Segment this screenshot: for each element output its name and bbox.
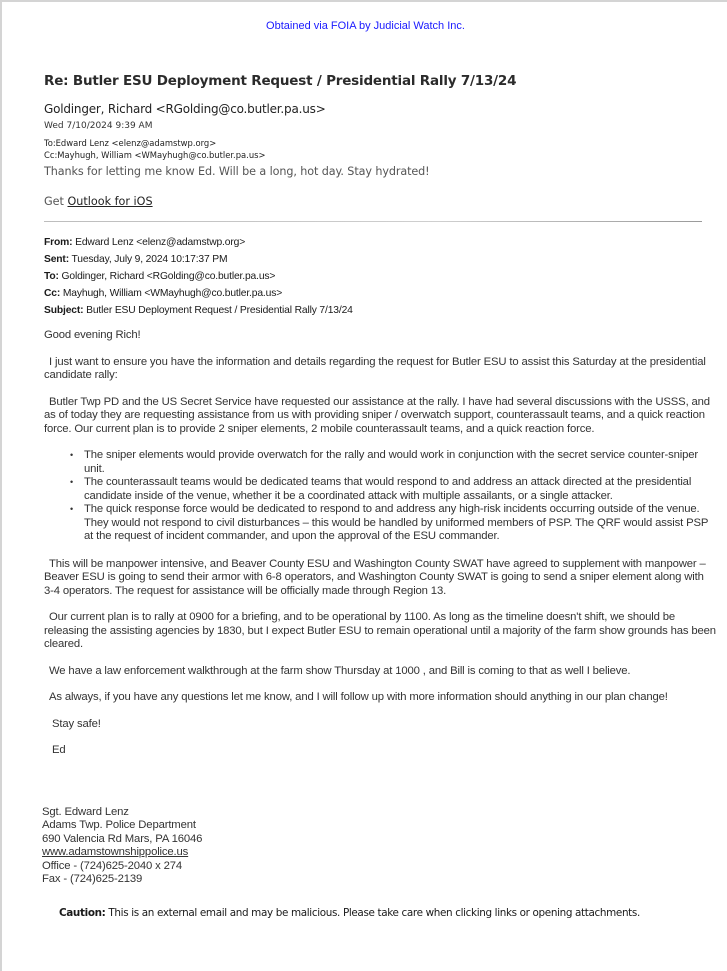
signature-website-link[interactable]: www.adamstownshippolice.us: [42, 846, 189, 859]
signature-fax: Fax - (724)625-2139: [42, 873, 143, 886]
fwd-subject-label: Subject:: [44, 305, 84, 316]
bullet-icon: •: [70, 477, 74, 487]
fwd-to-row: [44, 268, 353, 285]
reply-sender: Goldinger, Richard <RGolding@co.butler.pa.us>: [44, 102, 326, 116]
list-item: [70, 503, 716, 544]
message-body: [44, 329, 716, 771]
fwd-from-value: Edward Lenz <elenz@adamstwp.org>: [72, 237, 246, 248]
list-item: [70, 476, 716, 503]
paragraph-walkthrough: We have a law enforcement walkthrough at the farm show Thursday at 1000 , and Bill is coming to that as well I believe.: [49, 664, 631, 677]
reply-divider: [44, 221, 702, 222]
caution-label: Caution:: [59, 907, 106, 919]
list-item: [70, 449, 716, 476]
reply-to: To:Edward Lenz <elenz@adamstwp.org>: [44, 138, 217, 148]
fwd-sent-label: Sent:: [44, 254, 69, 265]
bullet-text: The sniper elements would provide overwatch for the rally and would work in conjunction with the secret service counter-sniper unit.: [84, 449, 699, 475]
bullet-icon: •: [70, 504, 74, 514]
reply-cc: Cc:Mayhugh, William <WMayhugh@co.butler.pa.us>: [44, 150, 266, 160]
greeting: Good evening Rich!: [44, 329, 141, 341]
paragraph-timeline: Our current plan is to rally at 0900 for a briefing, and to be operational by 1100. As long as the timeline doesn't shift, we should be releasing the assisting agencies by 1830, but I expect Butler ESU to remain operational until a majority of the farm show grounds has been cleared.: [44, 611, 716, 650]
paragraph-request: Butler Twp PD and the US Secret Service have requested our assistance at the rally. I have had several discussions with the USSS, and as of today they are requesting assistance from us with providing sniper / overwatch support, counterassault teams, and a quick reaction force. Our current plan is to provide 2 sniper elements, 2 mobile counterassault teams, and a quick reaction force.: [44, 395, 710, 435]
caution-banner: [59, 907, 640, 919]
outlook-ios-link[interactable]: Outlook for iOS: [67, 195, 153, 208]
get-outlook-prefix: Get: [44, 195, 68, 208]
fwd-subject-row: [44, 302, 353, 319]
fwd-sent-row: [44, 251, 353, 268]
forwarded-header: [44, 234, 353, 319]
fwd-subject-value: Butler ESU Deployment Request / Presidential Rally 7/13/24: [83, 305, 353, 316]
caution-text: This is an external email and may be malicious. Please take care when clicking links or opening attachments.: [105, 907, 640, 919]
fwd-cc-row: [44, 285, 353, 302]
fwd-sent-value: Tuesday, July 9, 2024 10:17:37 PM: [69, 254, 228, 265]
paragraph-followup: As always, if you have any questions let me know, and I will follow up with more information should anything in our plan change!: [49, 691, 668, 703]
email-signature: [42, 806, 202, 886]
paragraph-intro: I just want to ensure you have the information and details regarding the request for Butler ESU to assist this Saturday at the presidential candidate rally:: [44, 355, 706, 381]
fwd-from-row: [44, 234, 353, 251]
bullet-list: [44, 449, 716, 544]
email-subject-title: Re: Butler ESU Deployment Request / Presidential Rally 7/13/24: [44, 73, 517, 89]
signature-name: Sgt. Edward Lenz: [42, 806, 129, 818]
reply-body: Thanks for letting me know Ed. Will be a long, hot day. Stay hydrated!: [44, 165, 430, 178]
fwd-to-label: To:: [44, 271, 59, 282]
bullet-text: The quick response force would be dedicated to respond to and address any high-risk incidents occurring outside of the venue. They would not respond to civil disturbances – this would be handled by uniformed members of PSP. The QRF would assist PSP at the request of incident commander, and upon the approval of the ESU commander.: [84, 503, 709, 542]
bullet-icon: •: [70, 450, 74, 460]
reply-email: [44, 72, 704, 210]
signature-office-phone: Office - (724)625-2040 x 274: [42, 859, 183, 872]
bullet-text: The counterassault teams would be dedicated teams that would respond to and address an attack directed at the presidential candidate inside of the venue, whether it be a coordinated attack with multiple assailants, or a single attacker.: [84, 476, 692, 502]
paragraph-manpower: This will be manpower intensive, and Beaver County ESU and Washington County SWAT have agreed to supplement with manpower – Beaver ESU is going to send their armor with 6-8 operators, and Washington County SWAT is going to send a sniper element along with 3-4 operators. The request for assistance will be officially made through Region 13.: [44, 557, 706, 597]
get-outlook-line: [44, 194, 704, 210]
fwd-cc-value: Mayhugh, William <WMayhugh@co.butler.pa.us>: [60, 288, 283, 299]
signature-address: 690 Valencia Rd Mars, PA 16046: [42, 832, 203, 845]
signature-department: Adams Twp. Police Department: [42, 819, 196, 832]
sender-short-name: Ed: [52, 744, 66, 756]
closing: Stay safe!: [52, 717, 101, 730]
foia-watermark: Obtained via FOIA by Judicial Watch Inc.: [266, 20, 465, 32]
fwd-from-label: From:: [44, 237, 73, 248]
fwd-cc-label: Cc:: [44, 288, 61, 299]
reply-date: Wed 7/10/2024 9:39 AM: [44, 121, 153, 131]
fwd-to-value: Goldinger, Richard <RGolding@co.butler.pa.us>: [58, 271, 276, 282]
